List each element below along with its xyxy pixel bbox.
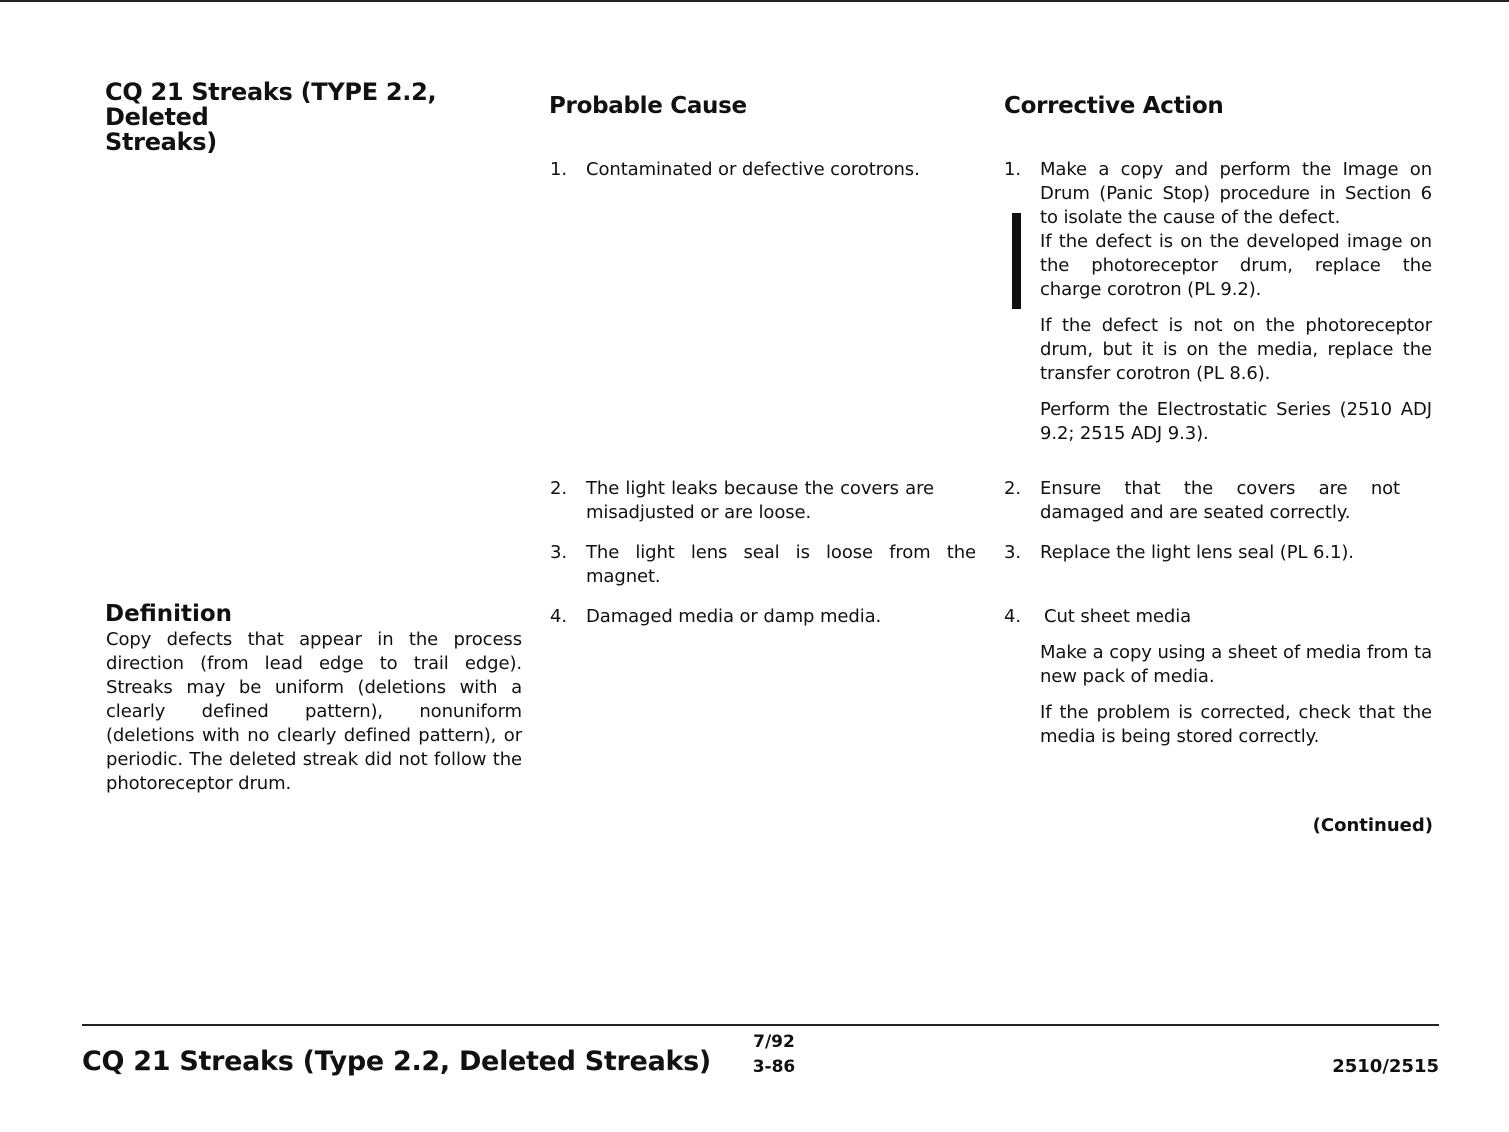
action-number: 4. bbox=[1004, 606, 1021, 627]
top-rule bbox=[0, 0, 1509, 2]
action-number: 2. bbox=[1004, 478, 1021, 499]
section-title-line-2: Streaks) bbox=[105, 128, 217, 156]
section-title-line-1: CQ 21 Streaks (TYPE 2.2, Deleted bbox=[105, 78, 437, 131]
action-paragraph: Make a copy and perform the Image on Drum (Panic Stop) procedure in Section 6 to isolate the cause of the defect. bbox=[1040, 159, 1432, 228]
definition-text: Copy defects that appear in the process direction (from lead edge to trail edge). Streaks may be uniform (deletions with a clearly defined pattern), nonuniform (deletions with no clearly defined pattern), or periodic. The deleted streak did not follow the photoreceptor drum. bbox=[106, 629, 522, 794]
footer-model: 2510/2515 bbox=[1332, 1056, 1439, 1077]
cause-item-3 bbox=[550, 541, 976, 593]
action-item-2 bbox=[1004, 477, 1434, 529]
cause-text: The light lens seal is loose from the magnet. bbox=[586, 542, 976, 587]
footer-center bbox=[744, 1030, 804, 1080]
action-paragraph: If the defect is on the developed image on the photoreceptor drum, replace the charge corotron (PL 9.2). bbox=[1040, 231, 1432, 300]
probable-cause-header: Probable Cause bbox=[549, 93, 747, 119]
action-number: 1. bbox=[1004, 159, 1021, 180]
action-item-4 bbox=[1004, 605, 1434, 755]
footer-title: CQ 21 Streaks (Type 2.2, Deleted Streaks) bbox=[82, 1046, 711, 1077]
cause-number: 4. bbox=[550, 606, 567, 627]
continued-label: (Continued) bbox=[1312, 815, 1433, 836]
action-paragraph: If the defect is not on the photoreceptor drum, but it is on the media, replace the transfer corotron (PL 8.6). bbox=[1040, 315, 1432, 384]
cause-item-4 bbox=[550, 605, 976, 635]
cause-number: 2. bbox=[550, 478, 567, 499]
action-item-3 bbox=[1004, 541, 1434, 571]
section-title bbox=[105, 80, 525, 155]
cause-number: 1. bbox=[550, 159, 567, 180]
cause-text: Damaged media or damp media. bbox=[586, 606, 882, 627]
corrective-action-header: Corrective Action bbox=[1004, 93, 1224, 119]
action-paragraph: Make a copy using a sheet of media from ta new pack of media. bbox=[1040, 642, 1432, 687]
footer-date: 7/92 bbox=[753, 1032, 795, 1052]
definition-heading: Definition bbox=[105, 601, 233, 627]
cause-item-1 bbox=[550, 158, 976, 188]
action-text: Replace the light lens seal (PL 6.1). bbox=[1040, 542, 1354, 563]
action-subheading: Cut sheet media bbox=[1044, 606, 1192, 627]
cause-text: The light leaks because the covers are misadjusted or are loose. bbox=[586, 478, 934, 523]
footer-page-number: 3-86 bbox=[752, 1057, 796, 1077]
footer-rule bbox=[82, 1024, 1439, 1026]
cause-text: Contaminated or defective corotrons. bbox=[586, 159, 920, 180]
action-paragraph: Perform the Electrostatic Series (2510 ADJ 9.2; 2515 ADJ 9.3). bbox=[1040, 399, 1432, 444]
action-paragraph: If the problem is corrected, check that the media is being stored correctly. bbox=[1040, 702, 1432, 747]
cause-number: 3. bbox=[550, 542, 567, 563]
action-text: Ensure that the covers are not damaged and are seated correctly. bbox=[1040, 478, 1400, 523]
action-item-1 bbox=[1004, 158, 1434, 448]
action-number: 3. bbox=[1004, 542, 1021, 563]
cause-item-2 bbox=[550, 477, 976, 529]
